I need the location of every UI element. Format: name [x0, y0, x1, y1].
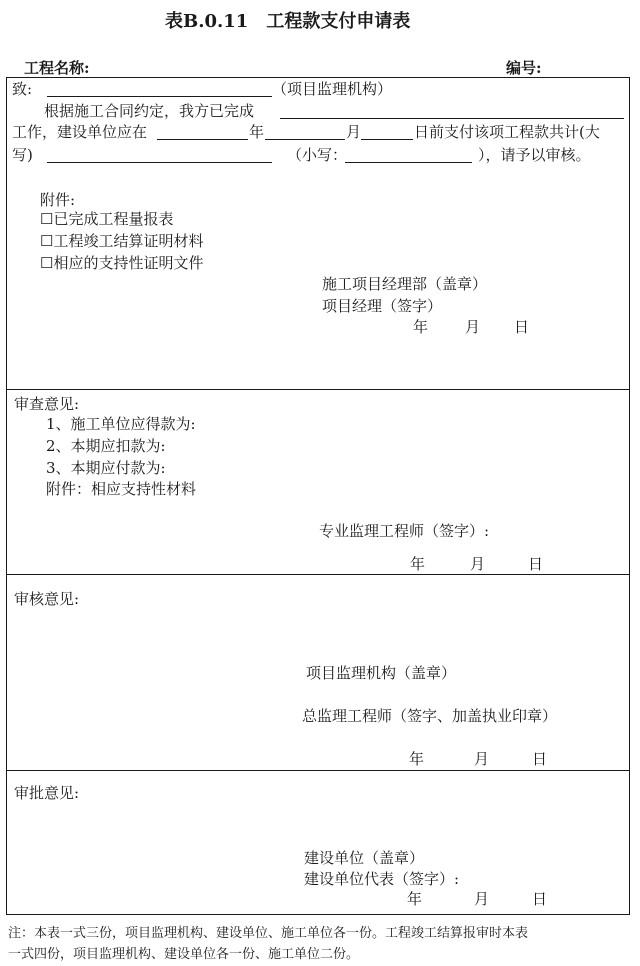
chief-engineer-sign-label: 总监理工程师（签字、加盖执业印章） — [302, 707, 558, 725]
engineer-sign-label: 专业监理工程师（签字）: — [319, 522, 490, 540]
amount-lowercase-blank[interactable] — [345, 162, 472, 163]
amount-text-b: ），请予以审核。 — [478, 146, 591, 164]
attachment-checkbox-settlement-proof[interactable]: ☐工程竣工结算证明材料 — [40, 232, 204, 250]
project-manager-sign-label: 项目经理（签字） — [322, 297, 443, 315]
work-completed-blank[interactable] — [280, 118, 624, 119]
form-number-label: 编号: — [506, 59, 542, 77]
section-divider — [6, 389, 630, 390]
contractor-seal-label: 施工项目经理部（盖章） — [322, 275, 488, 293]
section-divider — [6, 574, 630, 575]
date-year: 年 — [413, 318, 429, 336]
review-attachment: 附件：相应支持性材料 — [46, 480, 197, 498]
footnote-line-1: 注：本表一式三份，项目监理机构、建设单位、施工单位各一份。工程竣工结算报审时本表 — [8, 926, 529, 941]
review-item-receivable: 1、施工单位应得款为: — [46, 415, 196, 433]
footnote-line-2: 一式四份，项目监理机构、建设单位各一份、施工单位二份。 — [8, 947, 360, 962]
audit-heading: 审核意见: — [14, 590, 80, 608]
owner-seal-label: 建设单位（盖章） — [304, 849, 425, 867]
attachments-label: 附件: — [40, 191, 76, 209]
date-year: 年 — [409, 750, 425, 768]
payment-day-blank[interactable] — [361, 139, 413, 140]
date-month: 月 — [465, 318, 481, 336]
amount-uppercase-blank[interactable] — [47, 162, 272, 163]
project-name-label: 工程名称: — [24, 59, 90, 77]
date-day: 日 — [528, 555, 544, 573]
recipient-blank[interactable] — [47, 96, 272, 97]
date-year: 年 — [410, 555, 426, 573]
date-day: 日 — [532, 890, 548, 908]
amount-lowercase-label: （小写： — [287, 146, 348, 164]
date-month: 月 — [474, 750, 490, 768]
amount-text-a: 写) — [12, 146, 33, 164]
date-month: 月 — [474, 890, 490, 908]
approval-heading: 审批意见: — [14, 784, 80, 802]
payment-year-label: 年 — [249, 123, 265, 141]
completion-text: 根据施工合同约定，我方已完成 — [44, 102, 255, 120]
date-day: 日 — [514, 318, 530, 336]
attachment-checkbox-quantity-report[interactable]: ☐已完成工程量报表 — [40, 210, 174, 228]
review-item-payable: 3、本期应付款为: — [46, 459, 166, 477]
form-title: 表B.0.11 工程款支付申请表 — [165, 11, 411, 32]
payment-month-label: 月 — [346, 123, 362, 141]
payment-year-blank[interactable] — [157, 139, 248, 140]
payment-text-a: 工作，建设单位应在 — [12, 123, 148, 141]
review-item-deduction: 2、本期应扣款为: — [46, 437, 166, 455]
section-divider — [6, 770, 630, 771]
supervisor-org-suffix: （项目监理机构） — [272, 80, 393, 98]
supervisor-seal-label: 项目监理机构（盖章） — [306, 664, 457, 682]
attachment-checkbox-supporting-docs[interactable]: ☐相应的支持性证明文件 — [40, 254, 204, 272]
owner-representative-sign-label: 建设单位代表（签字）: — [304, 870, 460, 888]
date-month: 月 — [470, 555, 486, 573]
payment-text-b: 日前支付该项工程款共计(大 — [414, 123, 600, 141]
payment-month-blank[interactable] — [265, 139, 345, 140]
to-label: 致: — [12, 80, 33, 98]
date-year: 年 — [407, 890, 423, 908]
review-heading: 审查意见: — [14, 395, 80, 413]
date-day: 日 — [532, 750, 548, 768]
